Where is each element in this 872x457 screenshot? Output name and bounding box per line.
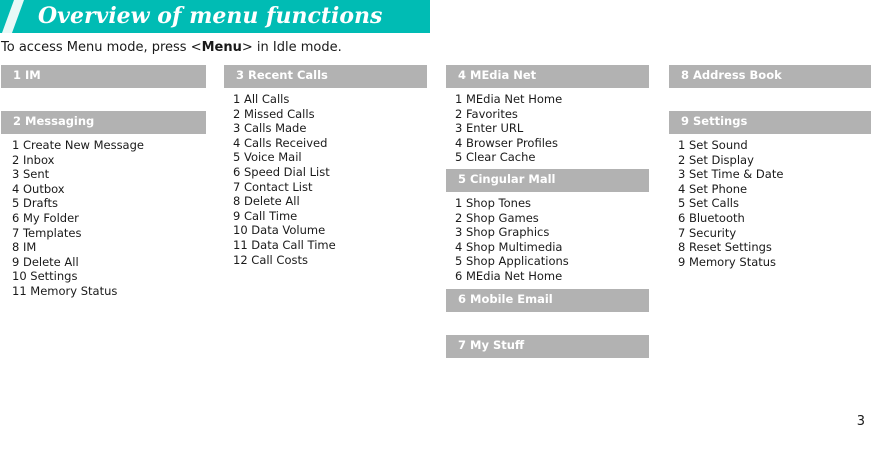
menu-item: 1 Set Sound [678,138,748,152]
menu-item: 3 Set Time & Date [678,167,784,182]
menu-item: 5 Clear Cache [455,150,536,165]
menu-item: 4 Browser Profiles [455,135,558,150]
menu-item: 2 Missed Calls [233,106,315,121]
menu-item: 3 Shop Graphics [455,225,550,240]
intro-after: > in Idle mode. [241,40,342,55]
menu-item: 1 Create New Message [12,138,144,152]
menu-item: 8 Delete All [233,194,300,209]
menu-list-cingular-mall [447,196,569,284]
menu-header-my-stuff: 7 My Stuff [446,335,649,358]
menu-item: 9 Call Time [233,208,298,223]
menu-list-messaging [4,138,144,299]
menu-item: 6 Bluetooth [678,210,745,225]
menu-item: 3 Enter URL [455,121,524,136]
intro-text [1,40,342,56]
menu-item: 10 Data Volume [233,223,326,238]
menu-item: 4 Outbox [12,181,65,196]
menu-item: 8 Reset Settings [678,240,772,255]
menu-item: 7 Security [678,225,737,240]
menu-item: 2 Set Display [678,152,754,167]
menu-header-recent-calls: 3 Recent Calls [224,65,427,88]
menu-item: 11 Memory Status [12,283,118,298]
menu-item: 4 Set Phone [678,181,748,196]
menu-header-address-book: 8 Address Book [669,65,871,88]
menu-item: 5 Shop Applications [455,254,569,269]
menu-item: 8 IM [12,240,37,255]
menu-item: 7 Contact List [233,179,313,194]
menu-list-recent-calls [225,92,336,267]
menu-header-media-net: 4 MEdia Net [446,65,649,88]
menu-header-messaging: 2 Messaging [1,111,206,134]
menu-item: 2 Favorites [455,106,518,121]
page-number: 3 [856,414,865,429]
menu-item: 5 Set Calls [678,196,739,211]
menu-item: 3 Calls Made [233,121,307,136]
menu-header-settings: 9 Settings [669,111,871,134]
menu-item: 2 Inbox [12,152,55,167]
menu-item: 12 Call Costs [233,252,308,267]
menu-item: 4 Shop Multimedia [455,239,563,254]
menu-header-im: 1 IM [1,65,206,88]
menu-item: 5 Drafts [12,196,58,211]
menu-item: 1 Shop Tones [455,196,532,210]
menu-item: 6 My Folder [12,210,79,225]
menu-list-media-net [447,92,562,165]
menu-item: 9 Memory Status [678,254,777,269]
menu-item: 1 MEdia Net Home [455,92,563,106]
intro-menu-key: Menu [201,40,242,55]
menu-item: 10 Settings [12,269,78,284]
menu-item: 5 Voice Mail [233,150,302,165]
menu-item: 4 Calls Received [233,135,328,150]
menu-item: 6 MEdia Net Home [455,268,563,283]
menu-item: 3 Sent [12,167,50,182]
banner-accent-stripe [2,0,24,33]
intro-before: To access Menu mode, press < [1,40,202,55]
menu-item: 9 Delete All [12,254,79,269]
menu-item: 6 Speed Dial List [233,164,330,179]
menu-item: 2 Shop Games [455,210,539,225]
title-banner [0,0,430,33]
menu-list-settings [670,138,783,269]
menu-header-cingular-mall: 5 Cingular Mall [446,169,649,192]
menu-item: 11 Data Call Time [233,237,336,252]
page-title: Overview of menu functions [38,3,383,29]
menu-header-mobile-email: 6 Mobile Email [446,289,649,312]
menu-item: 1 All Calls [233,92,290,106]
menu-item: 7 Templates [12,225,82,240]
